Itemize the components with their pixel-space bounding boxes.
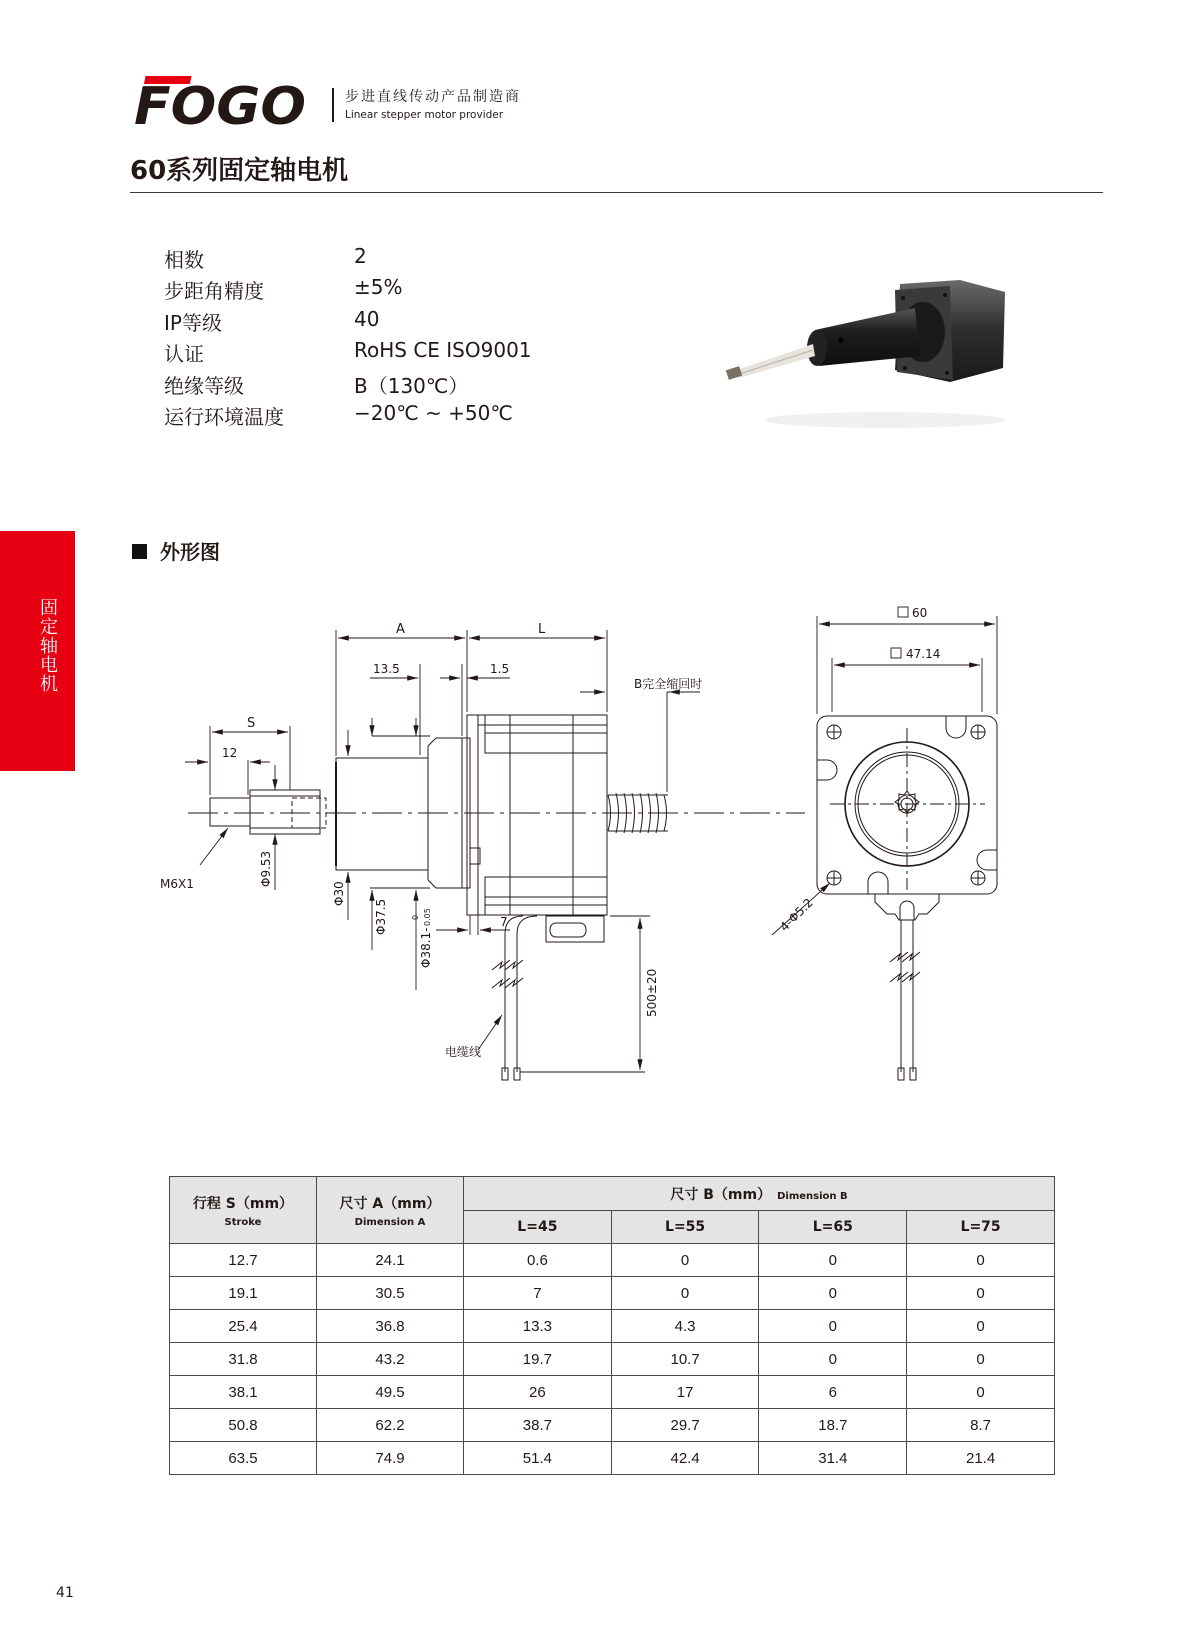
- dimension-table: [169, 1176, 1055, 1475]
- square-symbol-icon: [898, 607, 908, 617]
- side-tab-char: 轴: [40, 636, 58, 657]
- side-tab-label: [38, 599, 60, 694]
- page-title: 60系列固定轴电机: [130, 156, 349, 186]
- table-cell: 0: [907, 1343, 1055, 1376]
- table-cell: 0: [907, 1310, 1055, 1343]
- side-tab-char: 电: [40, 655, 58, 676]
- dim-cable-length-label: 500±20: [645, 968, 659, 1017]
- spec-value: 40: [354, 307, 380, 331]
- svg-text:FOGO: FOGO: [134, 77, 306, 130]
- dim-s-label: S: [247, 716, 256, 731]
- table-cell: 18.7: [759, 1409, 907, 1442]
- table-cell: 10.7: [611, 1343, 759, 1376]
- table-row: [170, 1244, 1055, 1277]
- table-cell: 31.4: [759, 1442, 907, 1475]
- dim-a-header-cn: 尺寸 A（mm）: [339, 1195, 441, 1212]
- table-cell: 24.1: [317, 1244, 464, 1277]
- table-cell: 26: [464, 1376, 612, 1409]
- title-rule: [130, 192, 1103, 193]
- col-l45-header: L=45: [464, 1211, 612, 1244]
- dim-phi30-label: Φ30: [332, 881, 346, 906]
- table-cell: 42.4: [611, 1442, 759, 1475]
- square-symbol-icon: [891, 648, 901, 658]
- table-cell: 25.4: [170, 1310, 317, 1343]
- dim-13-5-label: 13.5: [373, 662, 400, 676]
- dim-tol-lower: 0.05: [423, 908, 432, 926]
- table-cell: 21.4: [907, 1442, 1055, 1475]
- table-cell: 0.6: [464, 1244, 612, 1277]
- col-stroke-header: [170, 1177, 317, 1244]
- section-bullet-icon: [132, 544, 147, 559]
- spec-value: 2: [354, 244, 367, 268]
- table-cell: 0: [907, 1244, 1055, 1277]
- page-number: 41: [56, 1585, 74, 1601]
- side-view: [188, 715, 805, 1080]
- side-tab-char: 固: [40, 598, 58, 619]
- cable-label: 电缆线: [445, 1045, 482, 1059]
- spec-label: IP等级: [164, 311, 222, 335]
- spec-value: B（130℃）: [354, 374, 469, 398]
- spec-label: 步距角精度: [164, 279, 264, 303]
- table-cell: 63.5: [170, 1442, 317, 1475]
- col-dim-b-header: [464, 1177, 1055, 1211]
- table-cell: 0: [907, 1376, 1055, 1409]
- stroke-header-cn: 行程 S（mm）: [192, 1195, 294, 1212]
- dim-l-label: L: [538, 622, 546, 637]
- col-dim-a-header: [317, 1177, 464, 1244]
- table-row: [170, 1409, 1055, 1442]
- table-cell: 50.8: [170, 1409, 317, 1442]
- table-cell: 51.4: [464, 1442, 612, 1475]
- table-cell: 43.2: [317, 1343, 464, 1376]
- side-category-tab: [0, 531, 75, 771]
- dim-sq47-14-label: 47.14: [906, 647, 941, 661]
- table-cell: 30.5: [317, 1277, 464, 1310]
- section-title: 外形图: [160, 540, 220, 564]
- table-cell: 38.7: [464, 1409, 612, 1442]
- dim-a-header-en: Dimension A: [354, 1216, 426, 1228]
- table-cell: 17: [611, 1376, 759, 1409]
- col-l65-header: L=65: [759, 1211, 907, 1244]
- dim-7-label: 7: [500, 915, 508, 929]
- spec-value: RoHS CE ISO9001: [354, 338, 532, 362]
- tagline-cn: 步进直线传动产品制造商: [345, 89, 521, 105]
- dim-b-header-en: Dimension B: [777, 1190, 848, 1202]
- dim-sq60-label: 60: [912, 606, 928, 620]
- table-row: [170, 1310, 1055, 1343]
- side-tab-char: 机: [40, 674, 58, 695]
- tagline-en: Linear stepper motor provider: [345, 109, 504, 121]
- spec-label: 运行环境温度: [164, 405, 284, 429]
- thread-label: M6X1: [160, 877, 194, 891]
- table-cell: 19.1: [170, 1277, 317, 1310]
- table-row: [170, 1277, 1055, 1310]
- dim-a-label: A: [396, 622, 405, 637]
- spec-label: 相数: [164, 248, 204, 272]
- table-cell: 0: [759, 1244, 907, 1277]
- fogo-logo: [132, 74, 310, 130]
- table-cell: 13.3: [464, 1310, 612, 1343]
- spec-label: 绝缘等级: [164, 374, 244, 398]
- front-view: [817, 716, 997, 1080]
- header-divider: [332, 88, 334, 122]
- table-cell: 0: [759, 1310, 907, 1343]
- dim-phi37-5-label: Φ37.5: [374, 898, 388, 935]
- table-cell: 36.8: [317, 1310, 464, 1343]
- table-cell: 0: [759, 1343, 907, 1376]
- table-cell: 19.7: [464, 1343, 612, 1376]
- table-cell: 0: [611, 1277, 759, 1310]
- dim-1-5-label: 1.5: [490, 662, 510, 676]
- table-row: [170, 1343, 1055, 1376]
- dim-tol-upper: 0: [411, 914, 420, 920]
- table-cell: 74.9: [317, 1442, 464, 1475]
- front-view-dimensions: [772, 607, 997, 935]
- table-row: [170, 1376, 1055, 1409]
- table-cell: 31.8: [170, 1343, 317, 1376]
- table-cell: 8.7: [907, 1409, 1055, 1442]
- col-l55-header: L=55: [611, 1211, 759, 1244]
- side-tab-char: 定: [40, 617, 58, 638]
- stroke-header-en: Stroke: [224, 1216, 262, 1228]
- spec-label: 认证: [164, 342, 204, 366]
- mounting-hole-icon: [827, 725, 985, 885]
- dim-holes-label: 4-Φ5.2: [777, 895, 816, 935]
- dim-b-label: B完全缩回时: [634, 677, 703, 691]
- dim-phi9-53-label: Φ9.53: [259, 850, 273, 887]
- table-row: [170, 1442, 1055, 1475]
- dimension-drawing: [140, 590, 1060, 1090]
- table-cell: 38.1: [170, 1376, 317, 1409]
- dim-phi38-1-label: Φ38.1-: [419, 927, 433, 968]
- table-cell: 12.7: [170, 1244, 317, 1277]
- spec-value: −20℃ ~ +50℃: [354, 401, 513, 425]
- product-photo: [715, 270, 1015, 430]
- col-l75-header: L=75: [907, 1211, 1055, 1244]
- spec-value: ±5%: [354, 275, 403, 299]
- table-cell: 62.2: [317, 1409, 464, 1442]
- table-cell: 29.7: [611, 1409, 759, 1442]
- table-cell: 7: [464, 1277, 612, 1310]
- table-cell: 6: [759, 1376, 907, 1409]
- table-cell: 0: [611, 1244, 759, 1277]
- dim-b-header-cn: 尺寸 B（mm）: [670, 1186, 772, 1203]
- dim-12-label: 12: [222, 746, 238, 760]
- table-cell: 49.5: [317, 1376, 464, 1409]
- table-cell: 0: [759, 1277, 907, 1310]
- table-cell: 0: [907, 1277, 1055, 1310]
- table-cell: 4.3: [611, 1310, 759, 1343]
